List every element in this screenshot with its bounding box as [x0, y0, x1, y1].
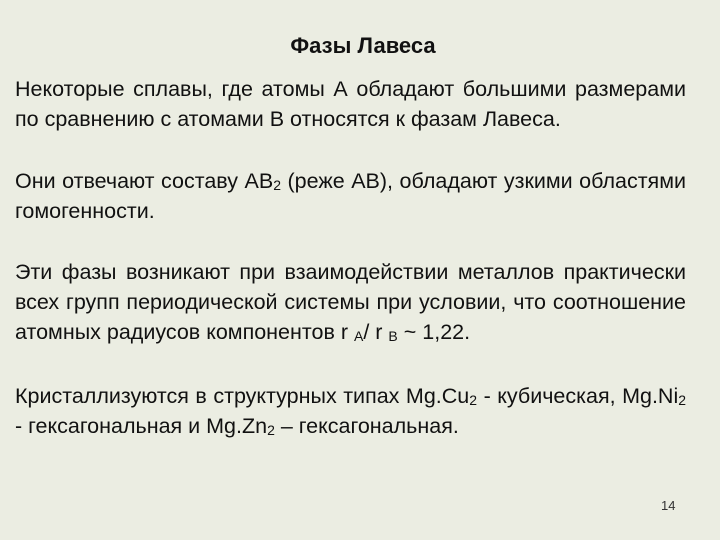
paragraph-laves-definition	[15, 74, 686, 134]
subscript: 2	[678, 392, 687, 408]
subscript: 2	[273, 177, 281, 193]
slide-body	[15, 74, 686, 441]
subscript: B	[388, 328, 398, 344]
paragraph-text: (реже АВ), обладают узкими областями гомогенности.	[15, 169, 686, 223]
paragraph-text: / r	[363, 320, 389, 344]
paragraph-text: - гексагональная и Mg.Zn	[15, 414, 268, 438]
paragraph-text: Кристаллизуются в структурных типах Mg.Cu	[15, 384, 470, 408]
subscript: 2	[267, 422, 275, 438]
paragraph-text: Эти фазы возникают при взаимодействии металлов практически всех групп периодической системы при условии, что соотношение атомных радиусов компонентов r	[15, 260, 686, 344]
paragraph-text: – гексагональная.	[274, 414, 459, 438]
page-number: 14	[661, 498, 676, 513]
paragraph-structure-types	[15, 381, 686, 441]
paragraph-text: ~ 1,22.	[397, 320, 471, 344]
paragraph-text: Они отвечают составу АВ	[15, 169, 274, 193]
paragraph-composition	[15, 166, 686, 226]
paragraph-text: Некоторые сплавы, где атомы А обладают большими размерами по сравнению с атомами В относятся к фазам Лавеса.	[15, 77, 686, 131]
paragraph-text: - кубическая, Mg.Ni	[477, 384, 679, 408]
subscript: 2	[469, 392, 478, 408]
paragraph-formation-condition	[15, 257, 686, 347]
subscript: A	[353, 328, 364, 344]
slide-title: Фазы Лавеса	[290, 33, 436, 58]
